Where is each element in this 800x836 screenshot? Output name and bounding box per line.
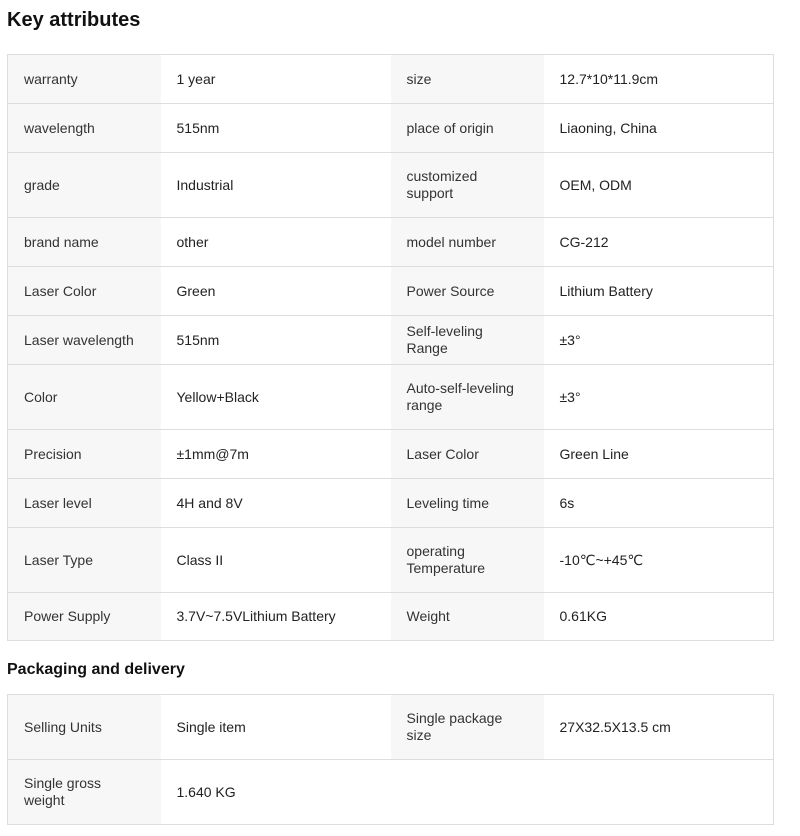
table-row — [8, 479, 774, 528]
attribute-value: Lithium Battery — [544, 267, 774, 316]
attribute-name: Auto-self-leveling range — [391, 365, 544, 430]
attribute-name: Laser Color — [391, 430, 544, 479]
attribute-value: 0.61KG — [544, 593, 774, 641]
attribute-name: operating Temperature — [391, 528, 544, 593]
attribute-name: Single package size — [391, 695, 544, 760]
attribute-value: 6s — [544, 479, 774, 528]
empty-cell — [544, 760, 774, 825]
attribute-name: brand name — [8, 218, 161, 267]
attribute-name: Laser level — [8, 479, 161, 528]
table-row — [8, 267, 774, 316]
attribute-value: ±1mm@7m — [161, 430, 391, 479]
table-row — [8, 365, 774, 430]
attribute-name: Laser Color — [8, 267, 161, 316]
attribute-value: OEM, ODM — [544, 153, 774, 218]
attribute-name: Single gross weight — [8, 760, 161, 825]
attribute-name: Leveling time — [391, 479, 544, 528]
attribute-value: ±3° — [544, 316, 774, 365]
table-row — [8, 104, 774, 153]
table-row — [8, 528, 774, 593]
attribute-value: Single item — [161, 695, 391, 760]
attribute-value: CG-212 — [544, 218, 774, 267]
attribute-value: other — [161, 218, 391, 267]
table-row — [8, 695, 774, 760]
packaging-title: Packaging and delivery — [7, 661, 185, 678]
attribute-name: model number — [391, 218, 544, 267]
attribute-name: Power Source — [391, 267, 544, 316]
attribute-value: 515nm — [161, 316, 391, 365]
attribute-name: Power Supply — [8, 593, 161, 641]
table-row — [8, 153, 774, 218]
key-attributes-table — [7, 54, 774, 641]
table-row — [8, 218, 774, 267]
table-row — [8, 55, 774, 104]
attribute-name: wavelength — [8, 104, 161, 153]
attribute-value: Industrial — [161, 153, 391, 218]
table-row — [8, 316, 774, 365]
attribute-value: 27X32.5X13.5 cm — [544, 695, 774, 760]
table-row — [8, 430, 774, 479]
table-row — [8, 760, 774, 825]
attribute-name: size — [391, 55, 544, 104]
attribute-name: grade — [8, 153, 161, 218]
attribute-value: ±3° — [544, 365, 774, 430]
attribute-name: Laser Type — [8, 528, 161, 593]
attribute-value: 12.7*10*11.9cm — [544, 55, 774, 104]
attribute-value: Liaoning, China — [544, 104, 774, 153]
attribute-value: 1.640 KG — [161, 760, 391, 825]
attribute-value: 4H and 8V — [161, 479, 391, 528]
empty-cell — [391, 760, 544, 825]
attribute-name: customized support — [391, 153, 544, 218]
attribute-name: Precision — [8, 430, 161, 479]
attribute-name: place of origin — [391, 104, 544, 153]
packaging-table — [7, 694, 774, 825]
attribute-name: Self-leveling Range — [391, 316, 544, 365]
attribute-name: warranty — [8, 55, 161, 104]
attribute-value: 1 year — [161, 55, 391, 104]
attribute-value: Green Line — [544, 430, 774, 479]
attribute-name: Color — [8, 365, 161, 430]
attribute-value: 3.7V~7.5VLithium Battery — [161, 593, 391, 641]
attribute-value: Class II — [161, 528, 391, 593]
attribute-value: 515nm — [161, 104, 391, 153]
key-attributes-title: Key attributes — [7, 9, 141, 31]
attribute-value: -10℃~+45℃ — [544, 528, 774, 593]
table-row — [8, 593, 774, 641]
attribute-name: Weight — [391, 593, 544, 641]
attribute-value: Yellow+Black — [161, 365, 391, 430]
attribute-value: Green — [161, 267, 391, 316]
attribute-name: Laser wavelength — [8, 316, 161, 365]
attribute-name: Selling Units — [8, 695, 161, 760]
